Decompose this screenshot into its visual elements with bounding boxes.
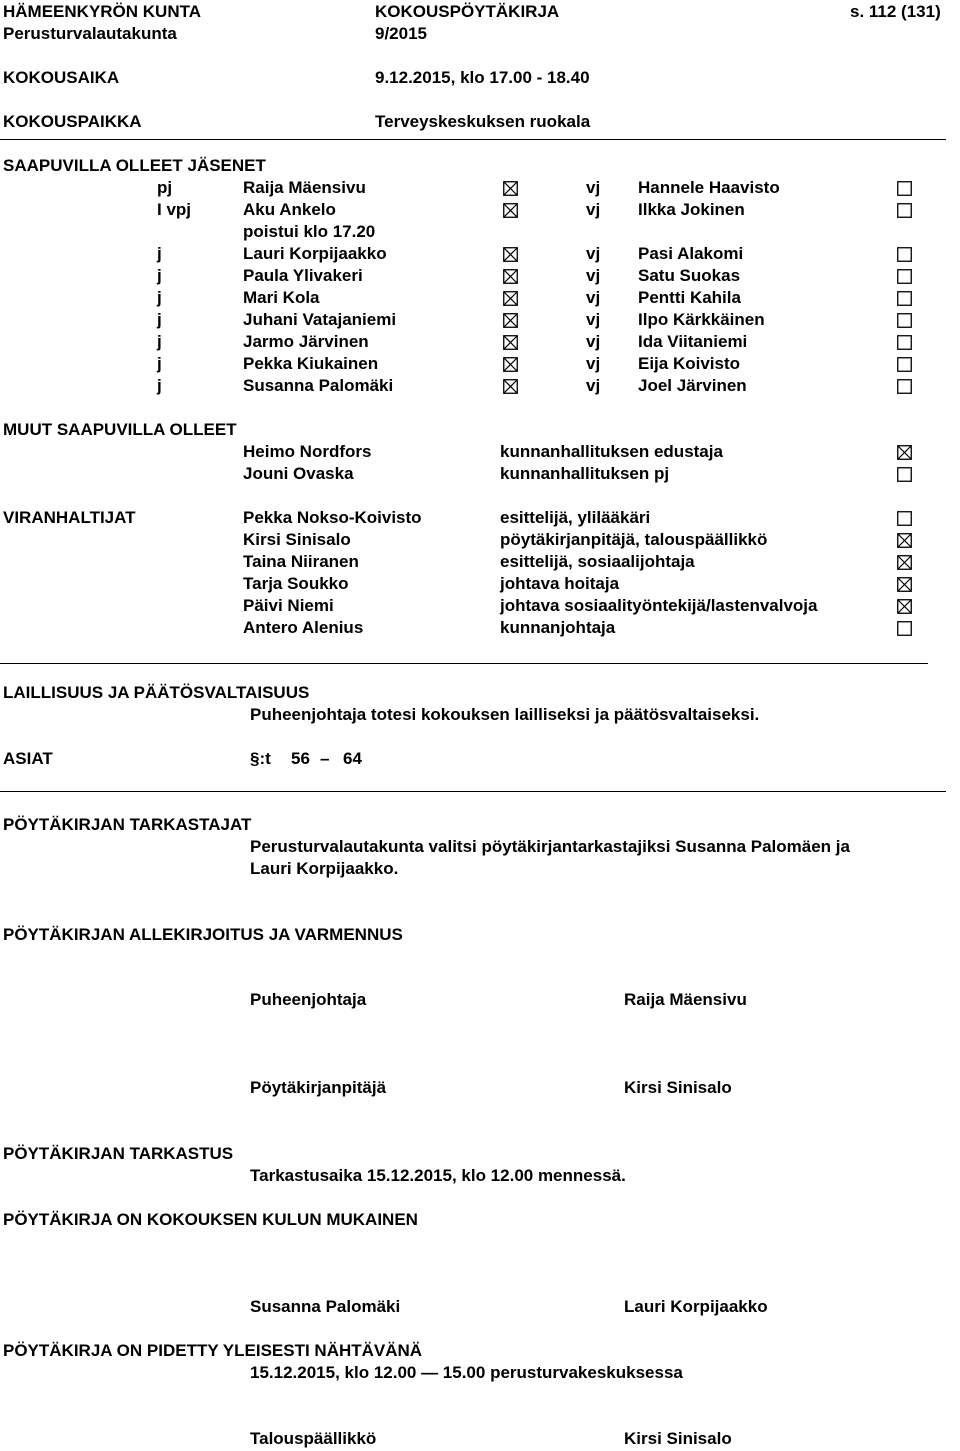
member-role: j [157, 332, 162, 351]
member-role: I vpj [157, 200, 192, 219]
official-checkbox[interactable] [897, 511, 912, 526]
official-checkbox[interactable] [897, 533, 912, 548]
meeting-time-value: 9.12.2015, klo 17.00 - 18.40 [375, 68, 590, 87]
substitute-checkbox[interactable] [897, 335, 912, 350]
substitute-role: vj [586, 332, 601, 351]
official-checkbox[interactable] [897, 621, 912, 636]
member-name: Raija Mäensivu [243, 178, 366, 197]
member-checkbox[interactable] [503, 313, 518, 328]
member-role: j [157, 244, 162, 263]
display-name: Kirsi Sinisalo [624, 1429, 732, 1448]
official-role: kunnanjohtaja [500, 618, 616, 637]
substitute-checkbox[interactable] [897, 313, 912, 328]
official-checkbox[interactable] [897, 599, 912, 614]
substitute-role: vj [586, 200, 601, 219]
member-checkbox[interactable] [503, 357, 518, 372]
matters-dash: – [320, 749, 330, 768]
divider [0, 663, 928, 664]
official-role: esittelijä, ylilääkäri [500, 508, 651, 527]
substitute-role: vj [586, 288, 601, 307]
matters-heading: ASIAT [3, 749, 53, 768]
signer-2: Lauri Korpijaakko [624, 1297, 768, 1316]
substitute-name: Ilpo Kärkkäinen [638, 310, 765, 329]
member-checkbox[interactable] [503, 269, 518, 284]
member-role: j [157, 376, 162, 395]
official-role: esittelijä, sosiaalijohtaja [500, 552, 695, 571]
members-heading: SAAPUVILLA OLLEET JÄSENET [3, 156, 266, 175]
member-role: j [157, 310, 162, 329]
meeting-place-value: Terveyskeskuksen ruokala [375, 112, 591, 131]
doc-type: KOKOUSPÖYTÄKIRJA [375, 2, 560, 21]
member-checkbox[interactable] [503, 181, 518, 196]
conformity-heading: PÖYTÄKIRJA ON KOKOUKSEN KULUN MUKAINEN [3, 1210, 418, 1229]
member-role: j [157, 266, 162, 285]
official-name: Päivi Niemi [243, 596, 334, 615]
substitute-name: Satu Suokas [638, 266, 741, 285]
other-attendee-name: Heimo Nordfors [243, 442, 372, 461]
substitute-checkbox[interactable] [897, 247, 912, 262]
official-checkbox[interactable] [897, 577, 912, 592]
legality-heading: LAILLISUUS JA PÄÄTÖSVALTAISUUS [3, 683, 310, 702]
display-text: 15.12.2015, klo 12.00 — 15.00 perusturvakeskuksessa [250, 1363, 683, 1382]
member-role: j [157, 354, 162, 373]
review-heading: PÖYTÄKIRJAN TARKASTUS [3, 1144, 234, 1163]
official-checkbox[interactable] [897, 555, 912, 570]
display-title: Talouspäällikkö [250, 1429, 377, 1448]
member-name: Juhani Vatajaniemi [243, 310, 397, 329]
review-text: Tarkastusaika 15.12.2015, klo 12.00 mennessä. [250, 1166, 626, 1185]
officials-heading: VIRANHALTIJAT [3, 508, 136, 527]
chair-label: Puheenjohtaja [250, 990, 367, 1009]
member-checkbox[interactable] [503, 335, 518, 350]
substitute-name: Eija Koivisto [638, 354, 741, 373]
substitute-checkbox[interactable] [897, 181, 912, 196]
official-name: Pekka Nokso-Koivisto [243, 508, 422, 527]
substitute-name: Ida Viitaniemi [638, 332, 748, 351]
other-attendee-checkbox[interactable] [897, 467, 912, 482]
committee-name: Perusturvalautakunta [3, 24, 177, 43]
display-heading: PÖYTÄKIRJA ON PIDETTY YLEISESTI NÄHTÄVÄNÄ [3, 1341, 423, 1360]
substitute-checkbox[interactable] [897, 357, 912, 372]
official-role: johtava sosiaalityöntekijä/lastenvalvoja [500, 596, 818, 615]
substitute-name: Pasi Alakomi [638, 244, 744, 263]
other-attendee-role: kunnanhallituksen pj [500, 464, 670, 483]
matters-from: 56 [291, 749, 310, 768]
other-attendee-checkbox[interactable] [897, 445, 912, 460]
official-name: Antero Alenius [243, 618, 364, 637]
official-role: pöytäkirjanpitäjä, talouspäällikkö [500, 530, 768, 549]
secretary-label: Pöytäkirjanpitäjä [250, 1078, 387, 1097]
inspectors-text-line1: Perusturvalautakunta valitsi pöytäkirjantarkastajiksi Susanna Palomäen ja [250, 837, 850, 856]
inspectors-heading: PÖYTÄKIRJAN TARKASTAJAT [3, 815, 252, 834]
inspectors-text-line2: Lauri Korpijaakko. [250, 859, 399, 878]
member-checkbox[interactable] [503, 247, 518, 262]
signing-heading: PÖYTÄKIRJAN ALLEKIRJOITUS JA VARMENNUS [3, 925, 403, 944]
member-name: Paula Ylivakeri [243, 266, 363, 285]
substitute-role: vj [586, 354, 601, 373]
substitute-checkbox[interactable] [897, 379, 912, 394]
legality-text: Puheenjohtaja totesi kokouksen lailliseksi ja päätösvaltaiseksi. [250, 705, 760, 724]
other-attendee-role: kunnanhallituksen edustaja [500, 442, 723, 461]
official-name: Taina Niiranen [243, 552, 359, 571]
page-number: s. 112 (131) [850, 2, 941, 21]
member-name: Lauri Korpijaakko [243, 244, 387, 263]
substitute-role: vj [586, 178, 601, 197]
substitute-name: Ilkka Jokinen [638, 200, 745, 219]
substitute-name: Hannele Haavisto [638, 178, 780, 197]
meeting-time-label: KOKOUSAIKA [3, 68, 120, 87]
secretary-name: Kirsi Sinisalo [624, 1078, 732, 1097]
member-role: j [157, 288, 162, 307]
matters-to: 64 [343, 749, 362, 768]
divider [0, 791, 946, 792]
substitute-role: vj [586, 266, 601, 285]
substitute-checkbox[interactable] [897, 291, 912, 306]
substitute-checkbox[interactable] [897, 203, 912, 218]
substitute-role: vj [586, 244, 601, 263]
official-name: Tarja Soukko [243, 574, 349, 593]
substitute-name: Joel Järvinen [638, 376, 747, 395]
member-name: Jarmo Järvinen [243, 332, 369, 351]
matters-prefix: §:t [250, 749, 271, 768]
doc-number: 9/2015 [375, 24, 427, 43]
member-checkbox[interactable] [503, 291, 518, 306]
member-role: pj [157, 178, 173, 197]
substitute-checkbox[interactable] [897, 269, 912, 284]
member-name: Mari Kola [243, 288, 320, 307]
member-name: Aku Ankelo [243, 200, 336, 219]
member-note: poistui klo 17.20 [243, 222, 376, 241]
official-role: johtava hoitaja [500, 574, 620, 593]
divider [0, 139, 946, 140]
member-name: Susanna Palomäki [243, 376, 394, 395]
substitute-name: Pentti Kahila [638, 288, 741, 307]
org-name: HÄMEENKYRÖN KUNTA [3, 2, 202, 21]
signer-1: Susanna Palomäki [250, 1297, 401, 1316]
meeting-place-label: KOKOUSPAIKKA [3, 112, 142, 131]
substitute-role: vj [586, 376, 601, 395]
substitute-role: vj [586, 310, 601, 329]
member-name: Pekka Kiukainen [243, 354, 379, 373]
other-attendee-name: Jouni Ovaska [243, 464, 354, 483]
chair-name: Raija Mäensivu [624, 990, 747, 1009]
official-name: Kirsi Sinisalo [243, 530, 351, 549]
member-checkbox[interactable] [503, 203, 518, 218]
member-checkbox[interactable] [503, 379, 518, 394]
others-heading: MUUT SAAPUVILLA OLLEET [3, 420, 237, 439]
